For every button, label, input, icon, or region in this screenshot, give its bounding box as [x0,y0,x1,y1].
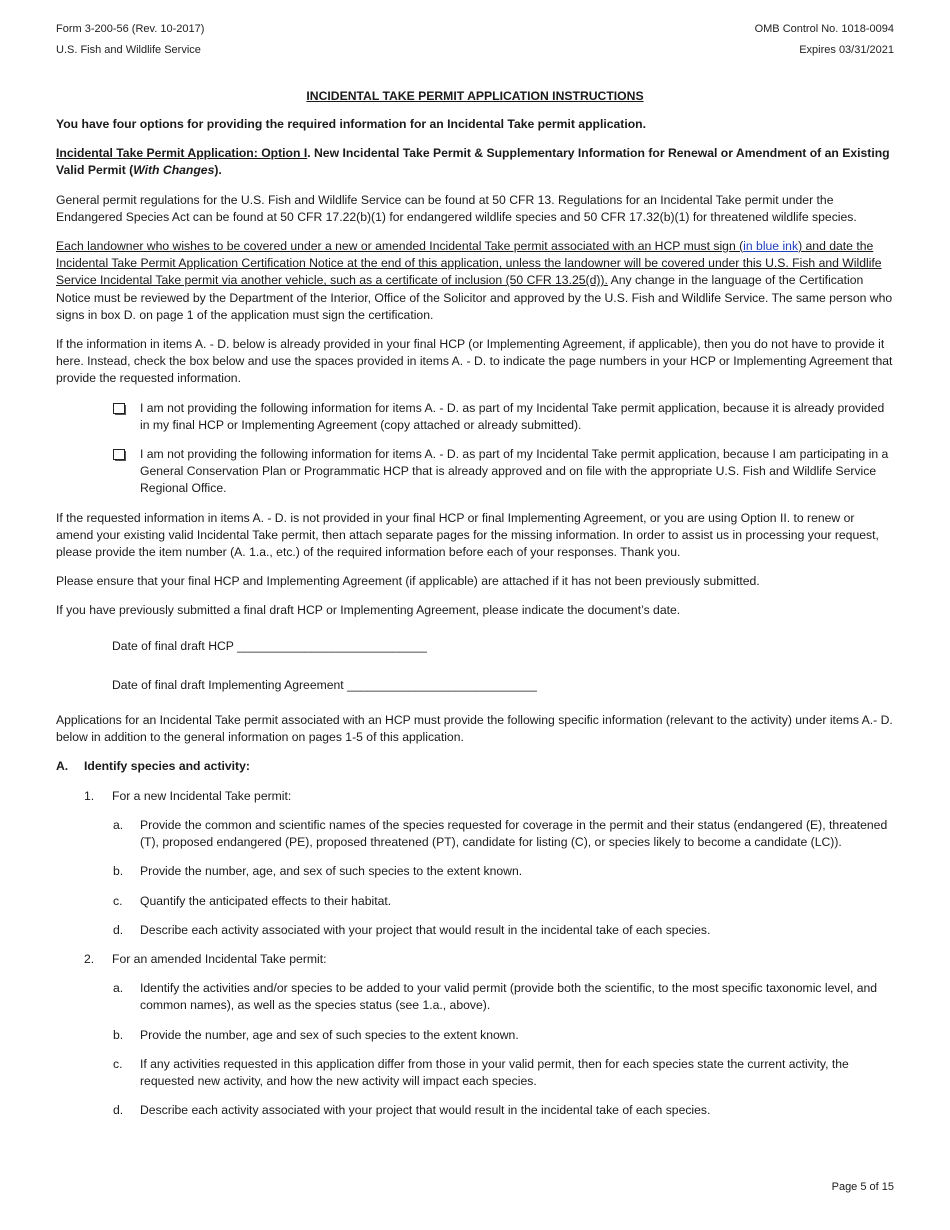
info-paragraph: If the information in items A. - D. below is already provided in your final HCP (or Implementing Agreement, if applicable), then you do not have to provide it here. Instead, check the box below and use the spaces provided in items A. - D. to indicate the page numbers in your HCP or Implementing Agreement that provide the requested information. [56,337,893,386]
checkbox-label-gcp-participant: I am not providing the following information for items A. - D. as part of my Incidental Take permit application, because I am participating in a General Conservation Plan or Programmatic HCP that is already approved and on file with the appropriate U.S. Fish and Wildlife Service Regional Office. [140,447,889,496]
item-2b-text: Provide the number, age and sex of such species to the extent known. [140,1027,519,1042]
section-a-heading [56,758,894,775]
blue-ink-text: in blue ink [743,239,799,254]
option-heading-underlined: Incidental Take Permit Application: Option I [56,146,308,161]
item-1c-label: c. [113,893,123,908]
item-1a-label: a. [113,817,124,832]
header-right [755,22,894,64]
date-final-draft-ia-field[interactable]: Date of final draft Implementing Agreement ____________________________ [112,677,537,692]
item-1-label: 1. [84,788,95,803]
list-item [56,980,894,1014]
agency-name: U.S. Fish and Wildlife Service [56,44,201,56]
option-heading-rest: . New Incidental Take Permit & Supplementary Information for Renewal or Amendment of an Existing Valid Permit ( [56,146,890,178]
form-number: Form 3-200-56 (Rev. 10-2017) [56,23,205,35]
intro-text: You have four options for providing the required information for an Incidental Take permit application. [56,117,647,131]
item-1d-text: Describe each activity associated with your project that would result in the incidental take of each species. [140,922,711,937]
list-item [56,951,894,968]
item-2c-text: If any activities requested in this application differ from those in your valid permit, then for each species state the current activity, the requested new activity, and how the new activity will impact each species. [140,1056,849,1088]
list-item [56,922,894,939]
list-item [56,817,894,851]
landowner-paragraph [56,238,894,324]
section-a-text: Identify species and activity: [84,759,250,774]
item-2d-label: d. [113,1103,124,1118]
checkbox-gcp-participant[interactable] [113,449,125,460]
option-heading [56,145,894,179]
item-1-text: For a new Incidental Take permit: [112,788,292,803]
landowner-rest: Any change in the language of the Certification Notice must be reviewed by the Department of the Interior, Office of the Solicitor and approved by the U.S. Fish and Wildlife Service. The same person who signs in box D. on page 1 of the application must sign the certification. [56,273,893,322]
checkbox-already-provided[interactable] [113,403,125,414]
section-a-label: A. [56,759,69,774]
ensure-paragraph: Please ensure that your final HCP and Implementing Agreement (if applicable) are attached if it has not been previously submitted. [56,574,760,589]
item-2-label: 2. [84,951,95,966]
list-item [56,1056,894,1090]
page-number: Page 5 of 15 [831,1181,894,1193]
header-left [56,22,204,64]
item-1c-text: Quantify the anticipated effects to their habitat. [140,893,392,908]
item-2a-label: a. [113,981,124,996]
item-1d-label: d. [113,922,124,937]
previous-submission-paragraph: If you have previously submitted a final draft HCP or Implementing Agreement, please indicate the document’s date. [56,603,681,618]
landowner-underlined-1: Each landowner who wishes to be covered under a new or amended Incidental Take permit associated with an HCP must sign ( [56,239,744,254]
regulations-paragraph: General permit regulations for the U.S. Fish and Wildlife Service can be found at 50 CFR 13. Regulations for an Incidental Take permit under the Endangered Species Act can be found at 50 CFR 17.22(b)(1) for endangered wildlife species and 50 CFR 17.32(b)(1) for threatened wildlife species. [56,192,857,224]
list-item [56,863,894,880]
omb-control-number: OMB Control No. 1018-0094 [754,23,894,35]
item-2c-label: c. [113,1056,123,1071]
option-heading-italic: With Changes [133,163,215,178]
list-item [56,1102,894,1119]
requested-info-paragraph: If the requested information in items A. - D. is not provided in your final HCP or final Implementing Agreement, or you are using Option II. to renew or amend your existing valid Incidental Take permit, then attach separate pages for the missing information. In order to assist us in processing your request, please provide the item number (A. 1.a., etc.) of the required information before each of your responses. Thank you. [56,510,879,560]
option-heading-end: ). [214,163,222,178]
list-item [56,788,894,805]
checkbox-row-hcp [56,400,894,434]
checkbox-row-gcp [56,446,894,498]
item-2d-text: Describe each activity associated with your project that would result in the incidental take of each species. [140,1103,711,1118]
item-1b-label: b. [113,864,124,879]
landowner-underlined-2: ) and date the Incidental Take Permit Application Certification Notice at the end of this application, unless the landowner will be covered under this U.S. Fish and Wildlife Service Incidental Take permit via another vehicle, such as a certificate of inclusion (50 CFR 13.25(d)). [56,239,882,288]
item-1a-text: Provide the common and scientific names of the species requested for coverage in the permit and their status (endangered (E), threatened (T), proposed endangered (PE), proposed threatened (PT), candidate for listing (C), or species likely to become a candidate (LC)). [140,817,888,850]
item-2a-text: Identify the activities and/or species to be added to your valid permit (provide both the scientific, to the most specific taxonomic level, and common names), as well as the species status (see 1.a., above). [140,981,878,1013]
checkbox-label-already-provided: I am not providing the following information for items A. - D. as part of my Incidental Take permit application, because it is already provided in my final HCP or Implementing Agreement (copy attached or already submitted). [140,400,885,432]
page-title: INCIDENTAL TAKE PERMIT APPLICATION INSTRUCTIONS [306,89,644,103]
item-1b-text: Provide the number, age, and sex of such species to the extent known. [140,864,523,879]
document-body [56,116,894,1131]
item-2b-label: b. [113,1027,124,1042]
list-item [56,1027,894,1044]
list-item [56,893,894,910]
expiration-date: Expires 03/31/2021 [799,44,894,56]
applications-paragraph: Applications for an Incidental Take permit associated with an HCP must provide the following specific information (relevant to the activity) under items A.- D. below in addition to the general information on pages 1-5 of this application. [56,713,893,745]
date-final-draft-hcp-field[interactable]: Date of final draft HCP ____________________________ [112,638,427,653]
item-2-text: For an amended Incidental Take permit: [112,951,327,966]
